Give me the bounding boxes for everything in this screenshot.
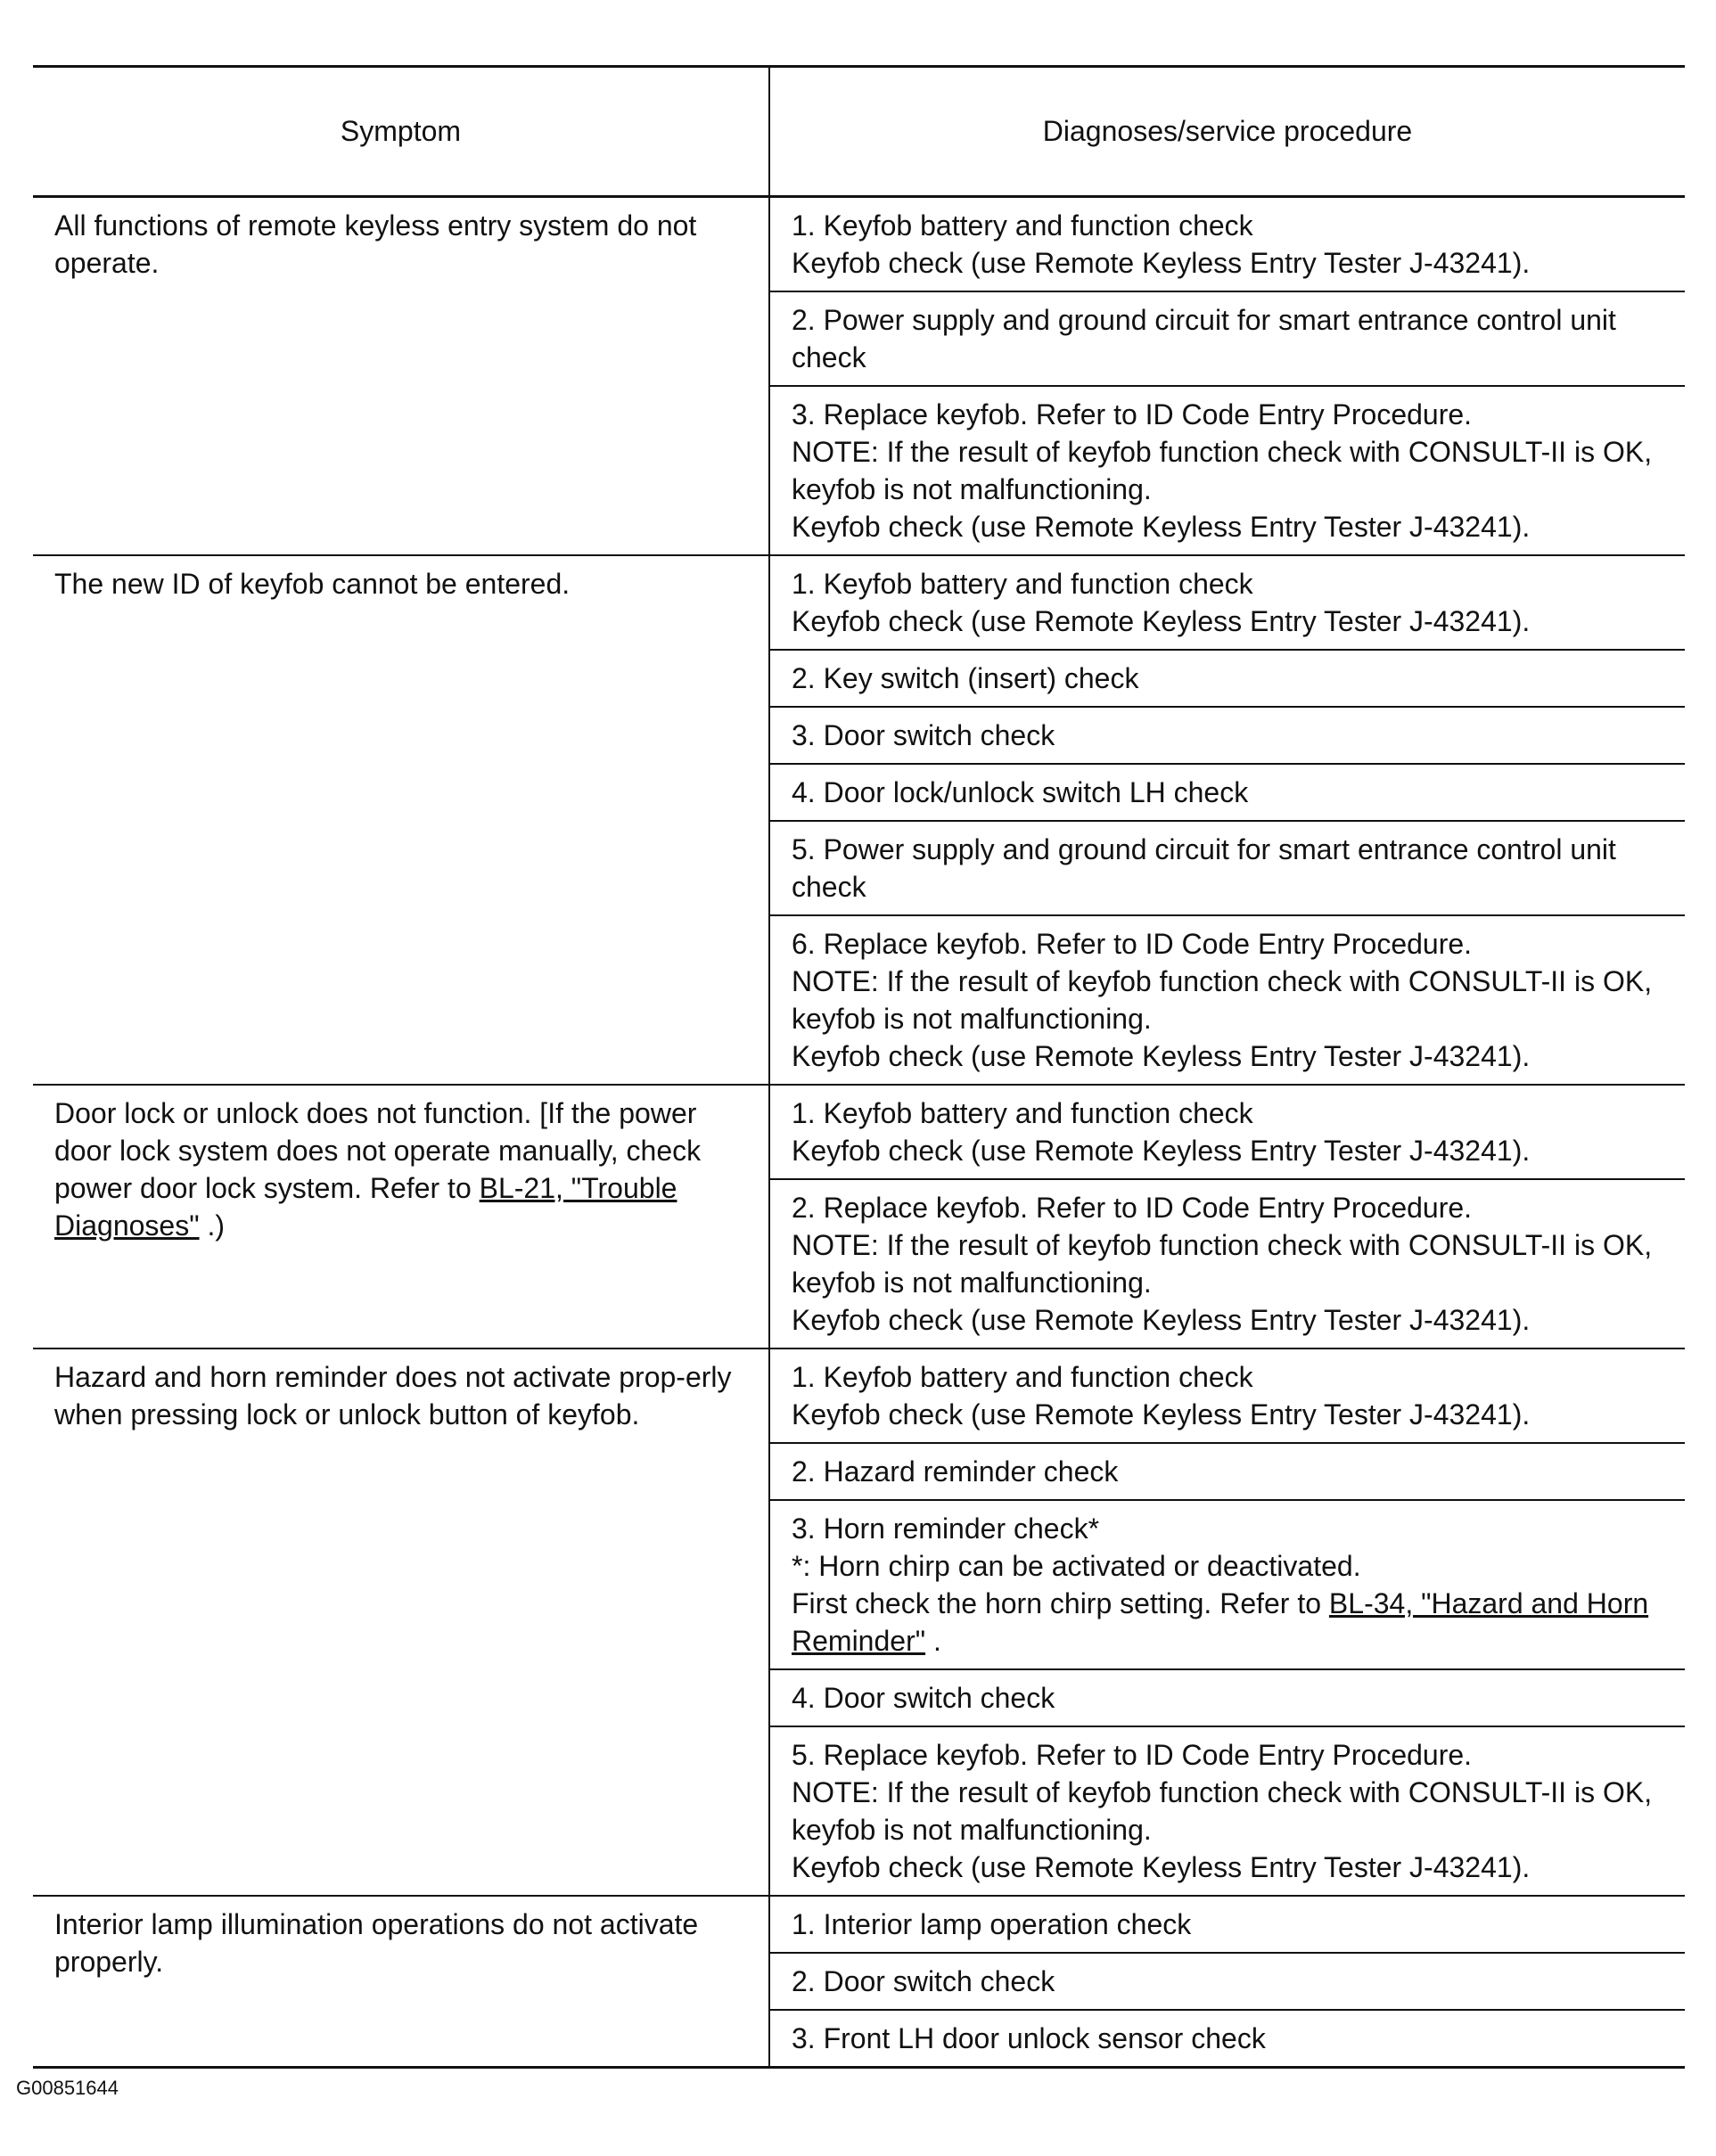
procedure-cell bbox=[769, 821, 1685, 915]
diagnosis-table bbox=[33, 65, 1685, 2069]
procedure-cell bbox=[769, 707, 1685, 764]
symptom-cell bbox=[33, 1896, 769, 2068]
procedure-cell bbox=[769, 1349, 1685, 1443]
step-line: 2. Power supply and ground circuit for smart entrance control unit check bbox=[792, 304, 1616, 373]
step-line: 2. Key switch (insert) check bbox=[792, 662, 1139, 694]
step-line: 4. Door switch check bbox=[792, 1682, 1055, 1714]
step-line: 5. Power supply and ground circuit for smart entrance control unit check bbox=[792, 833, 1616, 903]
step-line: *: Horn chirp can be activated or deactivated. bbox=[792, 1550, 1361, 1582]
step-line: NOTE: If the result of keyfob function check with CONSULT-II is OK, keyfob is not malfunctioning. bbox=[792, 965, 1653, 1035]
procedure-cell bbox=[769, 764, 1685, 821]
procedure-cell bbox=[769, 1500, 1685, 1669]
step-line: 2. Door switch check bbox=[792, 1965, 1055, 1997]
symptom-column-header: Symptom bbox=[33, 67, 769, 197]
procedure-cell bbox=[769, 1179, 1685, 1349]
step-line: 3. Door switch check bbox=[792, 719, 1055, 751]
symptom-cell bbox=[33, 197, 769, 556]
step-line-end: . bbox=[925, 1625, 941, 1657]
step-line: Keyfob check (use Remote Keyless Entry Tester J-43241). bbox=[792, 1040, 1531, 1072]
step-line: 1. Keyfob battery and function check bbox=[792, 209, 1253, 242]
procedure-cell bbox=[769, 197, 1685, 292]
step-line: Keyfob check (use Remote Keyless Entry Tester J-43241). bbox=[792, 1398, 1531, 1431]
step-line: NOTE: If the result of keyfob function check with CONSULT-II is OK, keyfob is not malfunctioning. bbox=[792, 436, 1653, 505]
step-line: First check the horn chirp setting. Refer to bbox=[792, 1587, 1329, 1619]
procedure-cell bbox=[769, 1953, 1685, 2010]
step-line: 2. Hazard reminder check bbox=[792, 1455, 1119, 1488]
symptom-cell bbox=[33, 555, 769, 1085]
step-line: Keyfob check (use Remote Keyless Entry Tester J-43241). bbox=[792, 1851, 1531, 1883]
table-row bbox=[33, 197, 1685, 292]
document-id: G00851644 bbox=[16, 2077, 119, 2099]
step-line: Keyfob check (use Remote Keyless Entry Tester J-43241). bbox=[792, 511, 1531, 543]
procedure-cell bbox=[769, 555, 1685, 650]
procedure-cell bbox=[769, 650, 1685, 707]
procedure-cell bbox=[769, 1726, 1685, 1896]
step-line: 2. Replace keyfob. Refer to ID Code Entry Procedure. bbox=[792, 1192, 1473, 1224]
procedure-column-header: Diagnoses/service procedure bbox=[769, 67, 1685, 197]
reference-link-bl-34[interactable]: BL-34, "Hazard and Horn Reminder" bbox=[792, 1587, 1649, 1657]
step-line: 5. Replace keyfob. Refer to ID Code Entry Procedure. bbox=[792, 1739, 1473, 1771]
reference-link-bl-21[interactable]: BL-21, "Trouble Diagnoses" bbox=[54, 1172, 677, 1242]
step-line: 3. Horn reminder check* bbox=[792, 1512, 1100, 1545]
table-row bbox=[33, 1349, 1685, 1443]
procedure-cell bbox=[769, 1896, 1685, 1953]
step-line: Keyfob check (use Remote Keyless Entry Tester J-43241). bbox=[792, 605, 1531, 637]
step-line: 3. Replace keyfob. Refer to ID Code Entry Procedure. bbox=[792, 398, 1473, 430]
step-line: 1. Keyfob battery and function check bbox=[792, 1361, 1253, 1393]
symptom-cell bbox=[33, 1085, 769, 1349]
symptom-text-end: .) bbox=[199, 1209, 225, 1242]
procedure-cell bbox=[769, 386, 1685, 555]
step-line: NOTE: If the result of keyfob function check with CONSULT-II is OK, keyfob is not malfunctioning. bbox=[792, 1229, 1653, 1299]
symptom-text: All functions of remote keyless entry system do not operate. bbox=[54, 209, 697, 279]
step-line: 3. Front LH door unlock sensor check bbox=[792, 2022, 1266, 2054]
procedure-cell bbox=[769, 1085, 1685, 1179]
step-line: 1. Keyfob battery and function check bbox=[792, 568, 1253, 600]
procedure-cell bbox=[769, 1443, 1685, 1500]
procedure-cell bbox=[769, 915, 1685, 1085]
step-line: 1. Interior lamp operation check bbox=[792, 1908, 1192, 1940]
step-line: Keyfob check (use Remote Keyless Entry Tester J-43241). bbox=[792, 247, 1531, 279]
step-line: Keyfob check (use Remote Keyless Entry Tester J-43241). bbox=[792, 1304, 1531, 1336]
symptom-text: Hazard and horn reminder does not activate prop-erly when pressing lock or unlock button of keyfob. bbox=[54, 1361, 732, 1431]
step-line: 1. Keyfob battery and function check bbox=[792, 1097, 1253, 1129]
step-line: NOTE: If the result of keyfob function check with CONSULT-II is OK, keyfob is not malfunctioning. bbox=[792, 1776, 1653, 1846]
symptom-cell bbox=[33, 1349, 769, 1896]
procedure-cell bbox=[769, 2010, 1685, 2068]
table-row bbox=[33, 1085, 1685, 1179]
symptom-text: Door lock or unlock does not function. [If the power door lock system does not operate manually, check power door lock system. Refer to bbox=[54, 1097, 702, 1204]
header-row bbox=[33, 67, 1685, 197]
step-line: 4. Door lock/unlock switch LH check bbox=[792, 776, 1249, 808]
table-row bbox=[33, 555, 1685, 650]
step-line: 6. Replace keyfob. Refer to ID Code Entry Procedure. bbox=[792, 928, 1473, 960]
table-row bbox=[33, 1896, 1685, 1953]
symptom-text: The new ID of keyfob cannot be entered. bbox=[54, 568, 571, 600]
symptom-text: Interior lamp illumination operations do not activate properly. bbox=[54, 1908, 699, 1978]
procedure-cell bbox=[769, 1669, 1685, 1726]
procedure-cell bbox=[769, 291, 1685, 386]
step-line: Keyfob check (use Remote Keyless Entry Tester J-43241). bbox=[792, 1135, 1531, 1167]
